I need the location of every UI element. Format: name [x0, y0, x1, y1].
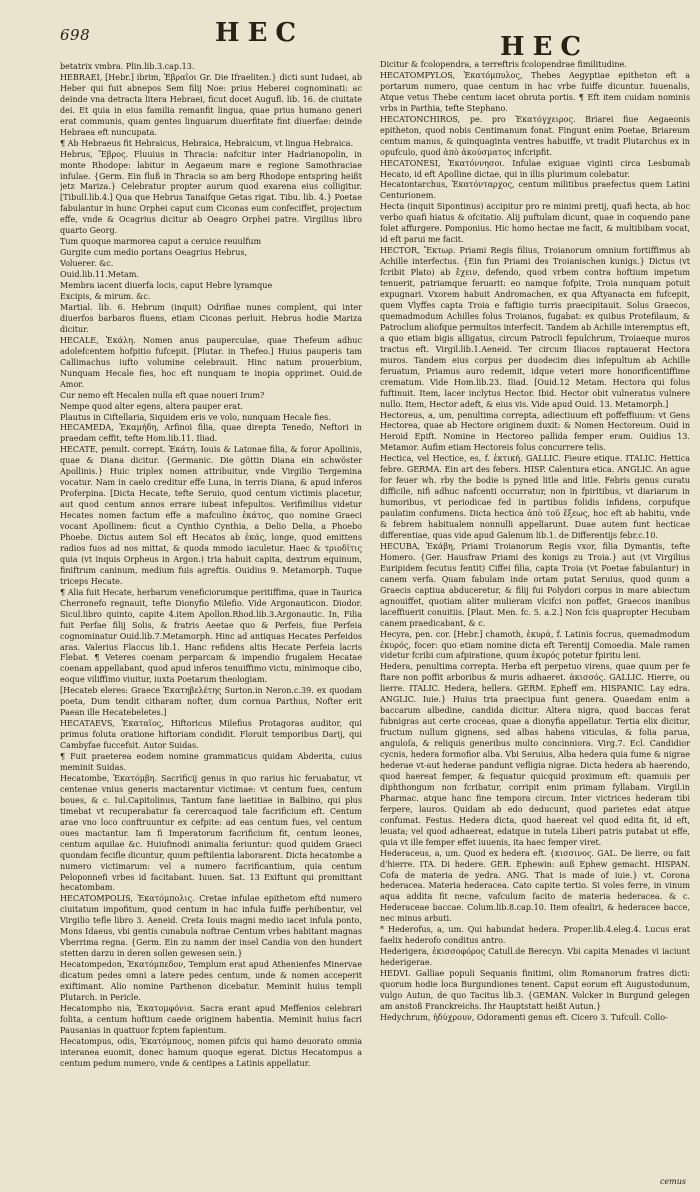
- dictionary-entry: Hectica, vel Hectice, es, f. ἑκτική. GALLIC. Fieure etique. ITALIC. Hettica febre. GERMA. Ein art des febers. HISP. Calentura etica. ANGLIC. An ague for feuer wh. rby the bodie is pyned litle and litle. Febris genus curatu difficile, nifi adhuc nafcenti occurratur, non in fpiritibus, vt diariarum in humoribus, vt periodicae fed in partibus folidis infidens, corpufque paulatim confumens. Dicta hectica ἀπὸ τοῦ ἕξεως, hoc eft ab habitu, vnde & febrem habitualem nonnulli appellarunt. Duae autem funt hecticae differentiae, quas vide apud Galenum lib.1. de Differentijs febr.c.10.: [380, 454, 690, 540]
- dictionary-entry: Hecatompedon, Ἑκατόμπεδον, Templum erat apud Athenienfes Minervae dicatum pedes omni a latere pedes centum, unde & nomen acceperit exiftimant. Alio nomine Parthenon dicebatur. Meminit huius templi Plutarch. in Pericle.: [60, 960, 362, 1003]
- left-column: [60, 62, 362, 1180]
- dictionary-entry: Hecta (inquit Sipontinus) accipitur pro re minimi pretij, quafi hecta, ab hoc verbo quafi hiatus & ofcitatio. Alij puftulam dicunt, quae in coquendo pane folet affurgere. Pomponius. Hic homo hectae me facit, & multibibam vocat, id eft parui me facit.: [380, 202, 690, 245]
- dictionary-entry: * Hederofus, a, um. Qui habundat hedera. Proper.lib.4.eleg.4. Lucus erat faelix hederofo conditus antro.: [380, 925, 690, 946]
- dictionary-entry: HECATAEVS, Ἑκαταῖος, Hiftoricus Milefius Protagoras auditor, qui primus foluta oratione hiftoriam condidit. Floruit temporibus Darij, qui Cambyfae fuccefsit. Autor Suidas.: [60, 719, 362, 751]
- dictionary-entry: Voluerer. &c.: [60, 259, 114, 269]
- dictionary-entry: HECATOMPOLIS, Ἑκατόμπολις. Cretae infulae epithetom eftd numero ciuitatum impofitum, quod centum in hac infula fuiffe perhibentur, vel Virgilio tefle libro 3. Aeneid. Creta Iouis magni medio iacet infula ponto, Mons Idaeus, vbi gentis cunabula noftrae Centum vrbes habitant magnas Vberrima regna. {Germ. Ein zu namm der insel Candia von den hundert stetten darzu in deren sollen gewesen sein.}: [60, 894, 362, 959]
- dictionary-entry: Membra iacent diuerfa locis, caput Hebre lyramque: [60, 281, 273, 291]
- dictionary-entry: Ouid.lib.11.Metam.: [60, 270, 139, 280]
- running-head-right: HEC: [500, 32, 590, 62]
- dictionary-entry: Excipis, & mirum. &c.: [60, 292, 151, 302]
- dictionary-entry: Hecatombe, Ἑκατόμβη. Sacrificij genus in quo rarius hic feruabatur, vt centenae vnius generis mactarentur victimae: vt centum fues, centum boues, & c. Iul.Capitolinus, Tantum fane laetitiae in Balbino, qui plus timebat vt recuperabatur fa cerercaquod tale facrificium eft. Centum arae vno loco conftruuntur ex cefpite: ad eas centum fues, vel centum oues mactantur. Iam fi Imperatorum facrificium fit, centum leones, centum aquilae &c. Huiufmodi animalia feriuntur: quod quidem Graeci quondam fecifle dicuntur, quum peftilentia laborarent. Dicta hecatombe a numero victimarum: vel a numero facrificantium, quia centum Peloponnefi vrbes id facitabant. Iuuen. Sat. 13 Exiftunt qui promittant hecatombam.: [60, 773, 362, 893]
- dictionary-entry: Hederaceus, a, um. Quod ex hedera eft. {κισσινος. GAL. De lierre, ou fait d'hierre. ITA. Di hedere. GER. Ephewin: auß Ephew gemacht. HISPAN. Cofa de materia de yedra. ANG. That is made of iuie.} vt. Corona hederacea. Materia hederacea. Cato capite tertio. Si voles ferre, in vinum aqua addita fit necne, vafculum facito de materia hederacea. & c. Hederaceae baccae. Colum.lib.8.cap.10. Item ofealiri, & hederacee bacce, nec minus arbuti.: [380, 848, 690, 924]
- page-number: 698: [60, 26, 91, 44]
- dictionary-entry: HECUBA, Ἑκάβη, Priami Troianorum Regis vxor, filia Dymantis, tefte Homero. {Ger. Hausfraw Priami des konigs zu Troia.} aut (vt Virgilius Euripidem fecutus fentit) Ciffei filia, capta Troia (vt Poetae fabulantur) in canem verfa. Quam fabulam inde ortam putat Seruius, quod quum a Graecis captiua abduceretur, & filij fui Polydori corpus in mare abiectum agnouiffet, quotiam aliter mulieram vlcifci non poffet, Graecos inanibus laceffiuerit conuitiis. [Plaut. Men. fc. 5. a.2.] Non fcis quapropter Hecubam canem praedicabant, & c.: [380, 541, 690, 628]
- dictionary-entry: Hedychrum, ἡδύχρουν, Odoramenti genus eft. Cicero 3. Tufcull. Collo-: [380, 1012, 668, 1022]
- right-column: [380, 60, 690, 1182]
- dictionary-entry: ¶ Fuit praeterea eodem nomine grammaticus quidam Abderita, cuius meminit Suidas.: [60, 752, 362, 772]
- dictionary-entry: betatrix vmbra. Plin.lib.3.cap.13.: [60, 62, 195, 71]
- dictionary-entry: Hecatontarchus, Ἑκατόνταρχος, centum militibus praefectus quem Latini Centurionem.: [380, 180, 690, 201]
- dictionary-entry: HECATOMPYLOS, Ἑκατόμπυλος, Thebes Aegyptiae epitheton eft a portarum numero, quae centum in hac vrbe fuiffe dicuntur. Iuuenalis, Atque vetus Thebe centum iacet obruta portis. ¶ Eft item cuidam nominis vrbs in Parthia, tefte Stephano.: [380, 70, 690, 113]
- dictionary-entry: HECATE, penult. corrept. Ἑκάτη. Iouis & Latonae filia, & foror Apollinis, quae & Diana dicitur. {Germanic. Die göttin Diana ein schwöster Apollinis.} Huic triplex nomen attribuitur, vnde Virgilio Tergemina vocatur. Nam in caelo creditur effe Luna, in terris Diana, & apud inferos Proferpina. [Dicta Hecate, tefte Seruio, quod centum victimis placetur, aut quod centum annos errare iubeat infepultos. Verifimilius videtur Hecates nomen factum effe a mafculino ἑκάτος, quo nomine Graeci vocant Apollinem: ficut a Cynthio Cynthia, a Delio Delia, a Phoebo Phoebe. Dictus autem Sol eft Hecatos ab ἑκάς, longe, quod emittens radios fuos ad nos mittat, & quoda mmodo iaculetur. Haec & τριοδῖτις quia (vt inquis Orpheus in Argon.) tria habuit capita, dextrum equinum, finiftrum caninum, medium fuis agreftis. Ouidius 9. Metamorph. Tuque triceps Hecate.: [60, 445, 362, 586]
- dictionary-entry: ¶ Alia fuit Hecate, herbarum veneficiorumque peritiffima, quae in Taurica Cherronefo regnauit, tefte Dionyfio Milefio. Vide Argonauticon. Diodor. Sicul.libro quinto, capite 4.item Apollon.Rhod.lib.3.Argonautic. In, Filia fuit Perfae filij Solis, & fratris Aeetae quo & Perfeis, fiue Perfeia cognominatur Ouid.lib.7.Metamorph. Hinc ad antiquas Hecates Perfeidos aras. Valerius Flaccus lib.1. Hanc refidens altis Hecate Perfeia lacris Flebat. ¶ Veteres coenam perparcam & impendio frugalem Hecatae coenam appellabant, quod apud inferos tenuiffimo victu, minimoque cibo, eoque viliffimo viuitur, iuxta Poetarum theologiam.: [60, 587, 362, 685]
- dictionary-entry: Plautus in Ciftellaria, Siquidem eris ve volo, nunquam Hecale fies.: [60, 412, 331, 422]
- dictionary-entry: HECATONCHIROS, pe. pro Ἑκατόγχειρος. Briarei fiue Aegaeonis epitheton, quod nobis Centimanum fonat. Fingunt enim Poetae, Briareum centum manus, & quinquaginta ventres habuiffe, vt tradit Plutarchus ex in opufculo, quod ἀπὸ ἀκούσματος infcripfit.: [380, 114, 690, 157]
- dictionary-entry: Dicitur & fcolopendra, a terreftris fcolopendrae fimilitudine.: [380, 60, 627, 69]
- dictionary-entry: HEDVI. Galliae populi Sequanis finitimi, olim Romanorum fratres dicti: quorum hodie loca Burgundiones tenent. Caput eorum eft Augustodunum, vulgo Autun, de quo Tacitus lib.3. {GEMAN. Volcker in Burgund gelegen am anstoß Franckreichs. Ihr Hauptstatt heißt Autun.}: [380, 969, 690, 1011]
- dictionary-entry: Hectoreus, a, um, penultima correpta, adiectiuum eft poffeffiuum: vt Gens Hectorea, quae ab Hectore originem duxit: & Nomen Hectoreum. Ouid in Heroid Epift. Nomine in Hectoreo pallida femper eram. Ouidius 13. Metamor. Aufim etiam Hectoreis folus concurrere telis.: [380, 410, 690, 453]
- dictionary-entry: Tum quoque marmorea caput a ceruice reuulfum: [60, 237, 262, 247]
- dictionary-entry: Hecyra, pen. cor. [Hebr.] chamoth, ἑκυρά, f. Latinis focrus, quemadmodum ἑκυρός, focer: quo etiam nomine dicta eft Terentij Comoedia. Male ramen videtur fcribi cum afpiratione, quum ἑκυρός potetur fpiritu leni.: [380, 629, 690, 661]
- running-head-left: HEC: [215, 18, 305, 48]
- dictionary-entry: Hecatompus, odis, Ἑκατόμπους, nomen pifcis qui hamo deuorato omnia interanea euomit, donec hamum quoque egerat. Dictus Hecatompus a centum pedum numero, vnde & centipes a Latinis appellatur.: [60, 1036, 362, 1068]
- dictionary-entry: HECAMEDA, Ἑκαμήδη, Arfinoi filia, quae direpta Tenedo, Neftori in praedam ceffit, tefte Hom.lib.11. Iliad.: [60, 423, 362, 444]
- dictionary-entry: Hedera, penultima correpta. Herba eft perpetuo virens, quae quum per fe ftare non poffit arboribus & muris adhaeret. ἀκισσός. GALLIC. Hierre, ou lierre. ITALIC. Hedera, hellera. GERM. Epheff em. HISPANIC. Lay edra. ANGLIC. Iuie.} Huius tria praecipua funt genera. Quaedam enim a baccarum albedine, candida dicitur. Altera nigra, quod baccas ferat fubnigras aut certe croceas, quae a dionyfia appellatur. Tertia elix dicitur, fructum nullum gignens, sed albas habens viticulas, & folia parua, anguloſa, & reliquis generibus multo concinniora. Virg.7. Ecl. Candidior cycnis, hedera formofior alba. Vbi Seruius, Alba hedera quia fume & nigrae hederae vt-aut hederae pandunt vefligia nigrae. Dicta hedera ab haerendo, quod haereat femper, & fequatur quicquid proximum eft: quamuis per diphthongum non fcribatur, corripit enim primam fyllabam. Virgil.in Pharmac. atque hanc fine tempora circum. Inter victrices hederam tibi ferpere, lauros. Quidam ab edo deducunt, quod parietes edat atque confumat. Festus. Hedera dicta, quod haereat vel quod edita fit, id eft, leuata; vel quod adhaereat, edatque in tutela Liberi patris putabat ut effe, quia vt ille femper effet iuuenis, ita haec femper viret.: [380, 662, 690, 847]
- dictionary-entry: HEBRAEI, [Hebr.] ibrim, Ἑβραῖοι Gr. Die Ifraeliten.} dicti sunt Iudaei, ab Heber qui fuit abnepos Sem filij Noe: prius Heberei cognominati: ac deinde vna detracta litera Hebraei, ficut docet Augufl. lib. 16. de ciuitate dei. Et quia in eius familia remanfit lingua, quae prius humano generi erat communis, quam gentes linguarum diuerfitate fint diuerfae: deinde Hebraea eft nuncupata.: [60, 72, 362, 137]
- dictionary-entry: Gurgite cum medio portans Oeagrius Hebrus,: [60, 248, 248, 258]
- dictionary-entry: ¶ Ab Hebraeus fit Hebraicus, Hebraica, Hebraicum, vt lingua Hebraica.: [60, 138, 354, 148]
- dictionary-entry: Martial. lib. 6. Hebrum (inquit) Odrifiae nunes complent, qui inter diuerfos barbaros fluens, etiam Ciconas perluit. Hebrus hodie Mariza dicitur.: [60, 302, 362, 334]
- dictionary-entry: Hederigera, ἑκισσοφόρος Catull.de Berecyn. Vbi capita Menades vi iaciunt hederigerae.: [380, 947, 690, 968]
- dictionary-entry: Cur nemo eft Hecalen nulla eft quae noueri Irum?: [60, 390, 265, 400]
- dictionary-entry: Nempe quod alter egens, altera pauper erat.: [60, 401, 243, 411]
- catchword: cemus: [659, 1177, 686, 1186]
- dictionary-entry: Hebrus, Ἕβρος. Fluuius in Thracia: nafcitur inter Hadrianopolin, in monte Rhodope: labitur in Aegaeum mare e regione Samothraciae infulae. {Germ. Ein fluß in Thracia so am berg Rhodope entspring heißt jetz Mariza.} Celebratur propter aurum quod exarena eius colligitur. [Tibull.lib.4.] Qua que Hebrus Tanaifque Getas rigat. Tibu. lib. 4.} Poetae fabulantur in hunc Orphei caput cum Ciconas eum confeciffet, projectum effe, vnde & Ocagrius dicitur ab Oeagro Orphei patre. Virgilius libro quarto Georg.: [60, 149, 362, 236]
- dictionary-entry: HECTOR, Ἕκτωρ. Priami Regis filius, Troianorum omnium fortiffimus ab Achille interfectus. {Ein fun Priami des Troianischen kunigs.} Dictus (vt fcribit Plato) ab ἔχειν, defendo, quod vrbem contra hoftium impetum tenuerit, patriamque feruarit: eo namque fofpite, Troia nunquam potuit expugnari. Vxorem habuit Andromachen, ex qua Aftyanacta em fufcepit, quem Vlyffes capta Troia e faftigio turris praecipitauit. Solus Graecos, quemadmodum Achilles folus Troianos, fugabat: ex quibus Protefilaum, & Patroclum aliofque permultos interfecit. Tandem ab Achille interemptus eft, a quo etiam bigis alligatus, circum Patrocli fepulchrum, Troiaeque muros tractus eft. Virgil.lib.1.Aeneid. Ter circum Iliacos raptauerat Hectora muros. Tandem eius corpus per duodecim dies infepultum ab Achille feruatum, Priamus auro redemit, idque veteri more honorificentiffime crematum. Vide Hom.lib.23. Iliad. [Ouid.12 Metam. Hectora qui folus fuftinuit. Item, lacer inclytus Hector. Ibid. Hector obit vulneratus vulnere nullo. Item, Hector adeft, & eius vis. Vide apud Ouid. 13. Metamorph.]: [380, 246, 690, 409]
- dictionary-entry: HECATONESI, Ἑκατόννησοι. Infulae exiguae viginti circa Lesbumab Hecato, id eft Apolline dictae, qui in illis plurimum colebatur.: [380, 158, 690, 179]
- dictionary-entry: [Hecateb eleres: Graece Ἑκατηβελέτης Surton.in Neron.c.39. ex quodam poeta, Dum tendit citharam nofter, dum cornua Parthus, Nofter erit Paean ille Hecatebeletes.]: [60, 686, 362, 718]
- dictionary-entry: Hecatompho nia, Ἑκατομφόνια. Sacra erant apud Meffenios celebrari folita, a centum hoftium caede originem habentia. Meminit huius facri Pausanias in quattuor fcptem fapientum.: [60, 1003, 362, 1035]
- dictionary-entry: HECALE, Ἑκάλη. Nomen anus pauperculae, quae Thefeum adhuc adolefcentem hofpitio fufcepit. [Plutar. in Thefeo.] Huius pauperis tam Callimachus iufto volumine celebrauit. Hinc natum prouerbium, Nunquam Hecale fies, hoc eft nunquam te inopia opprimet. Ouid.de Amor.: [60, 335, 362, 389]
